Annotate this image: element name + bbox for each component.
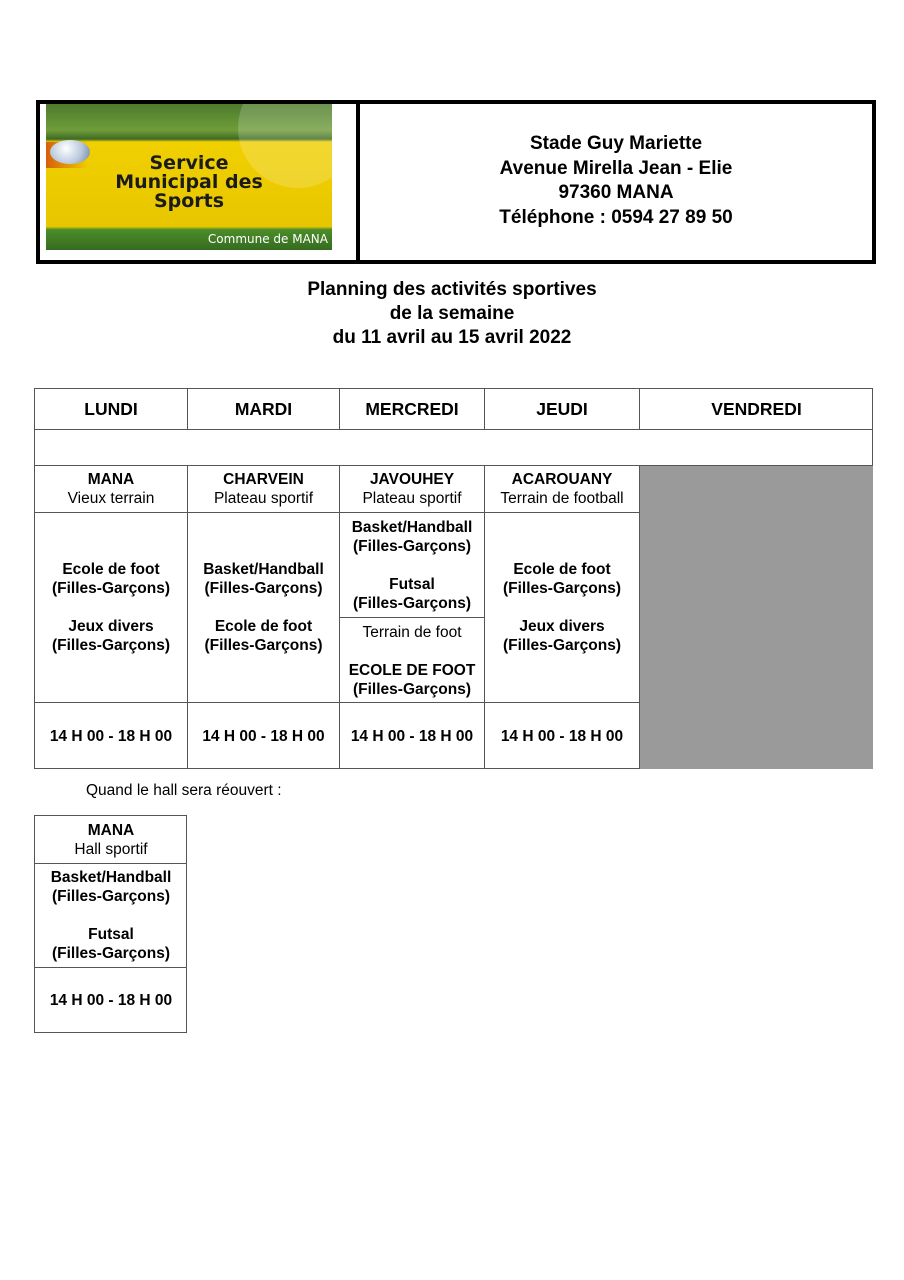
mercredi-hours-cell: 14 H 00 - 18 H 00	[339, 702, 484, 769]
mercredi-activities-cell: Basket/Handball (Filles-Garçons) Futsal (Filles-Garçons)	[339, 512, 484, 617]
planning-title: Planning des activités sportives de la semaine du 11 avril au 15 avril 2022	[307, 279, 597, 348]
stadium-name: Stade Guy Mariette	[529, 133, 703, 154]
mercredi-secondary-venue: Terrain de foot	[362, 624, 462, 641]
mercredi-place-cell: JAVOUHEY Plateau sportif	[339, 465, 484, 512]
mardi-activities-cell: Basket/Handball (Filles-Garçons) Ecole de foot (Filles-Garçons)	[187, 512, 339, 702]
jeudi-activities-cell: Ecole de foot (Filles-Garçons) Jeux divers (Filles-Garçons)	[484, 512, 639, 702]
jeudi-hours-cell: 14 H 00 - 18 H 00	[484, 702, 639, 769]
hall-hours-cell: 14 H 00 - 18 H 00	[34, 967, 187, 1033]
postal-city: 97360 MANA	[558, 182, 674, 203]
street-address: Avenue Mirella Jean - Elie	[499, 157, 733, 179]
header-mardi: MARDI	[187, 388, 339, 429]
header-lundi: LUNDI	[34, 388, 187, 429]
mardi-place-cell: CHARVEIN Plateau sportif	[187, 465, 339, 512]
hall-place-cell: MANA Hall sportif	[34, 815, 187, 863]
hall-reopen-note: Quand le hall sera réouvert :	[86, 782, 282, 799]
lundi-place-cell: MANA Vieux terrain	[34, 465, 187, 512]
service-sports-logo	[46, 104, 332, 250]
address-block	[360, 132, 872, 230]
lundi-hours-cell: 14 H 00 - 18 H 00	[34, 702, 187, 769]
jeudi-place-cell: ACAROUANY Terrain de football	[484, 465, 639, 512]
vendredi-closed-cell	[639, 465, 873, 769]
hall-activities-cell: Basket/Handball (Filles-Garçons) Futsal (Filles-Garçons)	[34, 863, 187, 967]
mardi-hours-cell: 14 H 00 - 18 H 00	[187, 702, 339, 769]
lundi-activities-cell: Ecole de foot (Filles-Garçons) Jeux divers (Filles-Garçons)	[34, 512, 187, 702]
header-mercredi: MERCREDI	[339, 388, 484, 429]
empty-row	[34, 429, 873, 465]
phone-number: Téléphone : 0594 27 89 50	[499, 206, 733, 228]
logo-title: Service Municipal des Sports	[115, 152, 263, 212]
header-vendredi: VENDREDI	[639, 388, 873, 429]
mercredi-secondary-cell: Terrain de foot ECOLE DE FOOT (Filles-Garçons)	[339, 617, 484, 702]
header-jeudi: JEUDI	[484, 388, 639, 429]
logo-subtitle: Commune de MANA	[207, 232, 328, 246]
